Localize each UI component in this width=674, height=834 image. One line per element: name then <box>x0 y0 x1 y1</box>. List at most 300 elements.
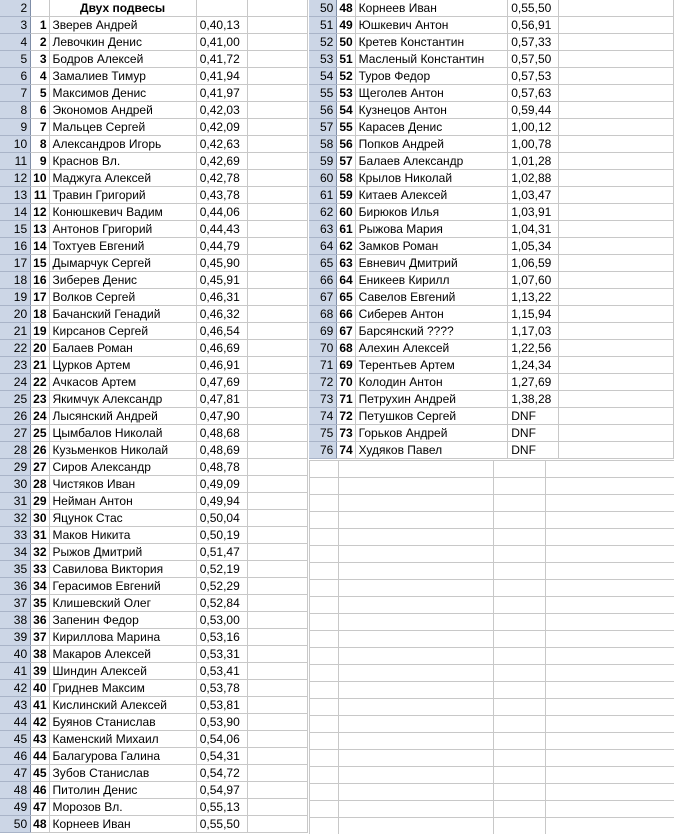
row-header[interactable]: 66 <box>309 272 337 289</box>
time-cell[interactable]: 0,42,63 <box>196 136 247 153</box>
time-cell[interactable]: 1,17,03 <box>508 323 559 340</box>
row-header[interactable]: 21 <box>0 323 31 340</box>
name-cell[interactable]: Морозов Вл. <box>49 799 196 816</box>
row-header[interactable]: 34 <box>0 544 31 561</box>
place-cell[interactable]: 57 <box>337 153 355 170</box>
name-cell[interactable]: Ачкасов Артем <box>49 374 196 391</box>
cell[interactable] <box>559 204 674 221</box>
cell[interactable] <box>559 34 674 51</box>
place-cell[interactable]: 43 <box>31 731 49 748</box>
cell[interactable] <box>31 0 49 17</box>
name-cell[interactable]: Клишевский Олег <box>49 595 196 612</box>
name-cell[interactable]: Худяков Павел <box>355 442 508 459</box>
cell[interactable] <box>247 85 307 102</box>
cell[interactable] <box>559 357 674 374</box>
time-cell[interactable]: 0,46,32 <box>196 306 247 323</box>
time-cell[interactable]: 1,22,56 <box>508 340 559 357</box>
cell[interactable] <box>247 306 307 323</box>
time-cell[interactable]: 1,13,22 <box>508 289 559 306</box>
time-cell[interactable]: 0,41,72 <box>196 51 247 68</box>
time-cell[interactable]: 0,44,79 <box>196 238 247 255</box>
cell[interactable] <box>247 170 307 187</box>
row-header[interactable]: 74 <box>309 408 337 425</box>
time-cell[interactable]: 0,54,97 <box>196 782 247 799</box>
name-cell[interactable]: Дымарчук Сергей <box>49 255 196 272</box>
place-cell[interactable]: 14 <box>31 238 49 255</box>
place-cell[interactable]: 72 <box>337 408 355 425</box>
name-cell[interactable]: Балагурова Галина <box>49 748 196 765</box>
row-header[interactable]: 62 <box>309 204 337 221</box>
time-cell[interactable]: 1,01,28 <box>508 153 559 170</box>
row-header[interactable]: 6 <box>0 68 31 85</box>
place-cell[interactable]: 46 <box>31 782 49 799</box>
place-cell[interactable]: 8 <box>31 136 49 153</box>
row-header[interactable]: 53 <box>309 51 337 68</box>
place-cell[interactable]: 37 <box>31 629 49 646</box>
name-cell[interactable]: Карасев Денис <box>355 119 508 136</box>
place-cell[interactable]: 59 <box>337 187 355 204</box>
place-cell[interactable]: 54 <box>337 102 355 119</box>
row-header[interactable]: 23 <box>0 357 31 374</box>
row-header[interactable]: 8 <box>0 102 31 119</box>
row-header[interactable]: 46 <box>0 748 31 765</box>
cell[interactable] <box>247 51 307 68</box>
time-cell[interactable]: 1,04,31 <box>508 221 559 238</box>
cell[interactable] <box>247 578 307 595</box>
name-cell[interactable]: Евневич Дмитрий <box>355 255 508 272</box>
cell[interactable] <box>559 187 674 204</box>
row-header[interactable]: 30 <box>0 476 31 493</box>
cell[interactable] <box>559 289 674 306</box>
row-header[interactable]: 25 <box>0 391 31 408</box>
cell[interactable] <box>247 680 307 697</box>
cell[interactable] <box>247 289 307 306</box>
cell[interactable] <box>559 68 674 85</box>
place-cell[interactable]: 3 <box>31 51 49 68</box>
place-cell[interactable]: 49 <box>337 17 355 34</box>
place-cell[interactable]: 9 <box>31 153 49 170</box>
cell[interactable] <box>247 493 307 510</box>
row-header[interactable]: 43 <box>0 697 31 714</box>
row-header[interactable]: 20 <box>0 306 31 323</box>
place-cell[interactable]: 30 <box>31 510 49 527</box>
place-cell[interactable]: 71 <box>337 391 355 408</box>
row-header[interactable]: 16 <box>0 238 31 255</box>
place-cell[interactable]: 32 <box>31 544 49 561</box>
cell[interactable] <box>196 0 247 17</box>
row-header[interactable]: 28 <box>0 442 31 459</box>
cell[interactable] <box>247 408 307 425</box>
time-cell[interactable]: 0,47,69 <box>196 374 247 391</box>
time-cell[interactable]: 1,07,60 <box>508 272 559 289</box>
cell[interactable] <box>559 153 674 170</box>
row-header[interactable]: 45 <box>0 731 31 748</box>
time-cell[interactable]: 0,57,63 <box>508 85 559 102</box>
place-cell[interactable]: 31 <box>31 527 49 544</box>
place-cell[interactable]: 40 <box>31 680 49 697</box>
name-cell[interactable]: Еникеев Кирилл <box>355 272 508 289</box>
row-header[interactable]: 71 <box>309 357 337 374</box>
row-header[interactable]: 17 <box>0 255 31 272</box>
name-cell[interactable]: Кузьменков Николай <box>49 442 196 459</box>
name-cell[interactable]: Кислинский Алексей <box>49 697 196 714</box>
cell[interactable] <box>247 0 307 17</box>
name-cell[interactable]: Чистяков Иван <box>49 476 196 493</box>
row-header[interactable]: 35 <box>0 561 31 578</box>
cell[interactable] <box>247 102 307 119</box>
time-cell[interactable]: DNF <box>508 408 559 425</box>
place-cell[interactable]: 26 <box>31 442 49 459</box>
time-cell[interactable]: 0,45,90 <box>196 255 247 272</box>
cell[interactable] <box>247 765 307 782</box>
time-cell[interactable]: 0,41,97 <box>196 85 247 102</box>
cell[interactable] <box>247 68 307 85</box>
time-cell[interactable]: 0,41,94 <box>196 68 247 85</box>
place-cell[interactable]: 69 <box>337 357 355 374</box>
time-cell[interactable]: 1,00,78 <box>508 136 559 153</box>
cell[interactable] <box>247 255 307 272</box>
row-header[interactable]: 7 <box>0 85 31 102</box>
cell[interactable] <box>247 510 307 527</box>
name-cell[interactable]: Маков Никита <box>49 527 196 544</box>
place-cell[interactable]: 61 <box>337 221 355 238</box>
row-header[interactable]: 2 <box>0 0 31 17</box>
name-cell[interactable]: Маджуга Алексей <box>49 170 196 187</box>
name-cell[interactable]: Туров Федор <box>355 68 508 85</box>
row-header[interactable]: 26 <box>0 408 31 425</box>
place-cell[interactable]: 63 <box>337 255 355 272</box>
name-cell[interactable]: Рыжов Дмитрий <box>49 544 196 561</box>
row-header[interactable]: 33 <box>0 527 31 544</box>
name-cell[interactable]: Китаев Алексей <box>355 187 508 204</box>
cell[interactable] <box>247 187 307 204</box>
time-cell[interactable]: 0,46,69 <box>196 340 247 357</box>
row-header[interactable]: 4 <box>0 34 31 51</box>
place-cell[interactable]: 4 <box>31 68 49 85</box>
place-cell[interactable]: 29 <box>31 493 49 510</box>
time-cell[interactable]: 0,46,31 <box>196 289 247 306</box>
cell[interactable] <box>247 459 307 476</box>
name-cell[interactable]: Попков Андрей <box>355 136 508 153</box>
place-cell[interactable]: 60 <box>337 204 355 221</box>
name-cell[interactable]: Волков Сергей <box>49 289 196 306</box>
name-cell[interactable]: Балаев Александр <box>355 153 508 170</box>
time-cell[interactable]: 1,00,12 <box>508 119 559 136</box>
time-cell[interactable]: 0,57,50 <box>508 51 559 68</box>
time-cell[interactable]: 0,53,16 <box>196 629 247 646</box>
name-cell[interactable]: Буянов Станислав <box>49 714 196 731</box>
cell[interactable] <box>247 374 307 391</box>
name-cell[interactable]: Гриднев Максим <box>49 680 196 697</box>
name-cell[interactable]: Горьков Андрей <box>355 425 508 442</box>
place-cell[interactable]: 48 <box>337 0 355 17</box>
cell[interactable] <box>247 714 307 731</box>
cell[interactable] <box>559 255 674 272</box>
row-header[interactable]: 42 <box>0 680 31 697</box>
place-cell[interactable]: 41 <box>31 697 49 714</box>
time-cell[interactable]: 0,42,03 <box>196 102 247 119</box>
row-header[interactable]: 22 <box>0 340 31 357</box>
time-cell[interactable]: 0,42,69 <box>196 153 247 170</box>
row-header[interactable]: 72 <box>309 374 337 391</box>
name-cell[interactable]: Петрухин Андрей <box>355 391 508 408</box>
name-cell[interactable]: Бодров Алексей <box>49 51 196 68</box>
name-cell[interactable]: Алехин Алексей <box>355 340 508 357</box>
name-cell[interactable]: Сиберев Антон <box>355 306 508 323</box>
cell[interactable] <box>559 340 674 357</box>
cell[interactable] <box>559 272 674 289</box>
row-header[interactable]: 12 <box>0 170 31 187</box>
row-header[interactable]: 61 <box>309 187 337 204</box>
cell[interactable] <box>247 340 307 357</box>
place-cell[interactable]: 11 <box>31 187 49 204</box>
place-cell[interactable]: 68 <box>337 340 355 357</box>
cell[interactable] <box>247 204 307 221</box>
row-header[interactable]: 13 <box>0 187 31 204</box>
time-cell[interactable]: 0,47,81 <box>196 391 247 408</box>
name-cell[interactable]: Кирсанов Сергей <box>49 323 196 340</box>
place-cell[interactable]: 67 <box>337 323 355 340</box>
place-cell[interactable]: 19 <box>31 323 49 340</box>
time-cell[interactable]: DNF <box>508 442 559 459</box>
cell[interactable] <box>247 629 307 646</box>
row-header[interactable]: 54 <box>309 68 337 85</box>
time-cell[interactable]: 0,53,31 <box>196 646 247 663</box>
name-cell[interactable]: Нейман Антон <box>49 493 196 510</box>
cell[interactable] <box>247 34 307 51</box>
place-cell[interactable]: 64 <box>337 272 355 289</box>
name-cell[interactable]: Замалиев Тимур <box>49 68 196 85</box>
name-cell[interactable]: Сиров Александр <box>49 459 196 476</box>
cell[interactable] <box>247 238 307 255</box>
place-cell[interactable]: 50 <box>337 34 355 51</box>
place-cell[interactable]: 42 <box>31 714 49 731</box>
place-cell[interactable]: 12 <box>31 204 49 221</box>
time-cell[interactable]: 1,03,91 <box>508 204 559 221</box>
place-cell[interactable]: 70 <box>337 374 355 391</box>
place-cell[interactable]: 48 <box>31 816 49 833</box>
time-cell[interactable]: 0,48,78 <box>196 459 247 476</box>
name-cell[interactable]: Антонов Григорий <box>49 221 196 238</box>
time-cell[interactable]: 0,59,44 <box>508 102 559 119</box>
place-cell[interactable]: 2 <box>31 34 49 51</box>
time-cell[interactable]: 0,54,72 <box>196 765 247 782</box>
row-header[interactable]: 3 <box>0 17 31 34</box>
row-header[interactable]: 41 <box>0 663 31 680</box>
name-cell[interactable]: Савелов Евгений <box>355 289 508 306</box>
time-cell[interactable]: DNF <box>508 425 559 442</box>
row-header[interactable]: 5 <box>0 51 31 68</box>
cell[interactable] <box>559 442 674 459</box>
time-cell[interactable]: 0,57,33 <box>508 34 559 51</box>
name-cell[interactable]: Шиндин Алексей <box>49 663 196 680</box>
time-cell[interactable]: 0,52,84 <box>196 595 247 612</box>
name-cell[interactable]: Кириллова Марина <box>49 629 196 646</box>
time-cell[interactable]: 1,05,34 <box>508 238 559 255</box>
place-cell[interactable]: 35 <box>31 595 49 612</box>
name-cell[interactable]: Якимчук Александр <box>49 391 196 408</box>
time-cell[interactable]: 0,57,53 <box>508 68 559 85</box>
row-header[interactable]: 69 <box>309 323 337 340</box>
cell[interactable] <box>247 323 307 340</box>
time-cell[interactable]: 1,15,94 <box>508 306 559 323</box>
row-header[interactable]: 18 <box>0 272 31 289</box>
name-cell[interactable]: Александров Игорь <box>49 136 196 153</box>
place-cell[interactable]: 55 <box>337 119 355 136</box>
cell[interactable] <box>247 782 307 799</box>
cell[interactable] <box>247 476 307 493</box>
name-cell[interactable]: Юшкевич Антон <box>355 17 508 34</box>
row-header[interactable]: 15 <box>0 221 31 238</box>
cell[interactable] <box>559 102 674 119</box>
place-cell[interactable]: 62 <box>337 238 355 255</box>
name-cell[interactable]: Бирюков Илья <box>355 204 508 221</box>
name-cell[interactable]: Травин Григорий <box>49 187 196 204</box>
name-cell[interactable]: Цурков Артем <box>49 357 196 374</box>
time-cell[interactable]: 0,56,91 <box>508 17 559 34</box>
row-header[interactable]: 50 <box>0 816 31 833</box>
cell[interactable] <box>247 595 307 612</box>
cell[interactable] <box>559 17 674 34</box>
cell[interactable] <box>559 221 674 238</box>
row-header[interactable]: 73 <box>309 391 337 408</box>
cell[interactable] <box>247 731 307 748</box>
place-cell[interactable]: 34 <box>31 578 49 595</box>
cell[interactable] <box>247 748 307 765</box>
name-cell[interactable]: Лысянский Андрей <box>49 408 196 425</box>
time-cell[interactable]: 0,54,31 <box>196 748 247 765</box>
place-cell[interactable]: 23 <box>31 391 49 408</box>
row-header[interactable]: 58 <box>309 136 337 153</box>
time-cell[interactable]: 0,55,13 <box>196 799 247 816</box>
time-cell[interactable]: 0,54,06 <box>196 731 247 748</box>
name-cell[interactable]: Колодин Антон <box>355 374 508 391</box>
cell[interactable] <box>247 646 307 663</box>
time-cell[interactable]: 0,53,78 <box>196 680 247 697</box>
row-header[interactable]: 37 <box>0 595 31 612</box>
row-header[interactable]: 11 <box>0 153 31 170</box>
row-header[interactable]: 29 <box>0 459 31 476</box>
name-cell[interactable]: Максимов Денис <box>49 85 196 102</box>
row-header[interactable]: 49 <box>0 799 31 816</box>
place-cell[interactable]: 18 <box>31 306 49 323</box>
name-cell[interactable]: Масленый Константин <box>355 51 508 68</box>
cell[interactable] <box>247 425 307 442</box>
name-cell[interactable]: Краснов Вл. <box>49 153 196 170</box>
place-cell[interactable]: 13 <box>31 221 49 238</box>
row-header[interactable]: 47 <box>0 765 31 782</box>
row-header[interactable]: 38 <box>0 612 31 629</box>
row-header[interactable]: 60 <box>309 170 337 187</box>
place-cell[interactable]: 44 <box>31 748 49 765</box>
row-header[interactable]: 32 <box>0 510 31 527</box>
time-cell[interactable]: 0,52,29 <box>196 578 247 595</box>
cell[interactable] <box>247 357 307 374</box>
row-header[interactable]: 68 <box>309 306 337 323</box>
place-cell[interactable]: 36 <box>31 612 49 629</box>
time-cell[interactable]: 0,49,09 <box>196 476 247 493</box>
cell[interactable] <box>247 272 307 289</box>
place-cell[interactable]: 58 <box>337 170 355 187</box>
cell[interactable] <box>247 544 307 561</box>
cell[interactable] <box>559 306 674 323</box>
name-cell[interactable]: Кузнецов Антон <box>355 102 508 119</box>
time-cell[interactable]: 0,44,43 <box>196 221 247 238</box>
place-cell[interactable]: 53 <box>337 85 355 102</box>
cell[interactable] <box>559 374 674 391</box>
place-cell[interactable]: 27 <box>31 459 49 476</box>
name-cell[interactable]: Герасимов Евгений <box>49 578 196 595</box>
name-cell[interactable]: Петушков Сергей <box>355 408 508 425</box>
name-cell[interactable]: Конюшкевич Вадим <box>49 204 196 221</box>
time-cell[interactable]: 0,44,06 <box>196 204 247 221</box>
place-cell[interactable]: 74 <box>337 442 355 459</box>
time-cell[interactable]: 0,53,90 <box>196 714 247 731</box>
time-cell[interactable]: 0,42,78 <box>196 170 247 187</box>
row-header[interactable]: 55 <box>309 85 337 102</box>
time-cell[interactable]: 1,02,88 <box>508 170 559 187</box>
cell[interactable] <box>559 391 674 408</box>
row-header[interactable]: 27 <box>0 425 31 442</box>
place-cell[interactable]: 1 <box>31 17 49 34</box>
place-cell[interactable]: 24 <box>31 408 49 425</box>
name-cell[interactable]: Кретев Константин <box>355 34 508 51</box>
cell[interactable] <box>247 527 307 544</box>
cell[interactable] <box>559 51 674 68</box>
name-cell[interactable]: Зверев Андрей <box>49 17 196 34</box>
time-cell[interactable]: 0,46,91 <box>196 357 247 374</box>
name-cell[interactable]: Зиберев Денис <box>49 272 196 289</box>
time-cell[interactable]: 1,06,59 <box>508 255 559 272</box>
place-cell[interactable]: 10 <box>31 170 49 187</box>
cell[interactable] <box>559 425 674 442</box>
name-cell[interactable]: Макаров Алексей <box>49 646 196 663</box>
row-header[interactable]: 48 <box>0 782 31 799</box>
time-cell[interactable]: 0,51,47 <box>196 544 247 561</box>
row-header[interactable]: 64 <box>309 238 337 255</box>
time-cell[interactable]: 1,27,69 <box>508 374 559 391</box>
time-cell[interactable]: 1,38,28 <box>508 391 559 408</box>
row-header[interactable]: 44 <box>0 714 31 731</box>
name-cell[interactable]: Питолин Денис <box>49 782 196 799</box>
time-cell[interactable]: 0,40,13 <box>196 17 247 34</box>
name-cell[interactable]: Крылов Николай <box>355 170 508 187</box>
place-cell[interactable]: 20 <box>31 340 49 357</box>
name-cell[interactable]: Мальцев Сергей <box>49 119 196 136</box>
time-cell[interactable]: 1,03,47 <box>508 187 559 204</box>
row-header[interactable]: 57 <box>309 119 337 136</box>
time-cell[interactable]: 0,55,50 <box>196 816 247 833</box>
time-cell[interactable]: 0,48,68 <box>196 425 247 442</box>
place-cell[interactable]: 33 <box>31 561 49 578</box>
place-cell[interactable]: 45 <box>31 765 49 782</box>
time-cell[interactable]: 0,42,09 <box>196 119 247 136</box>
cell[interactable] <box>559 408 674 425</box>
name-cell[interactable]: Левочкин Денис <box>49 34 196 51</box>
place-cell[interactable]: 65 <box>337 289 355 306</box>
place-cell[interactable]: 5 <box>31 85 49 102</box>
row-header[interactable]: 70 <box>309 340 337 357</box>
name-cell[interactable]: Экономов Андрей <box>49 102 196 119</box>
cell[interactable] <box>247 136 307 153</box>
name-cell[interactable]: Терентьев Артем <box>355 357 508 374</box>
row-header[interactable]: 9 <box>0 119 31 136</box>
time-cell[interactable]: 0,50,19 <box>196 527 247 544</box>
cell[interactable] <box>559 238 674 255</box>
time-cell[interactable]: 0,53,00 <box>196 612 247 629</box>
place-cell[interactable]: 39 <box>31 663 49 680</box>
name-cell[interactable]: Корнеев Иван <box>355 0 508 17</box>
